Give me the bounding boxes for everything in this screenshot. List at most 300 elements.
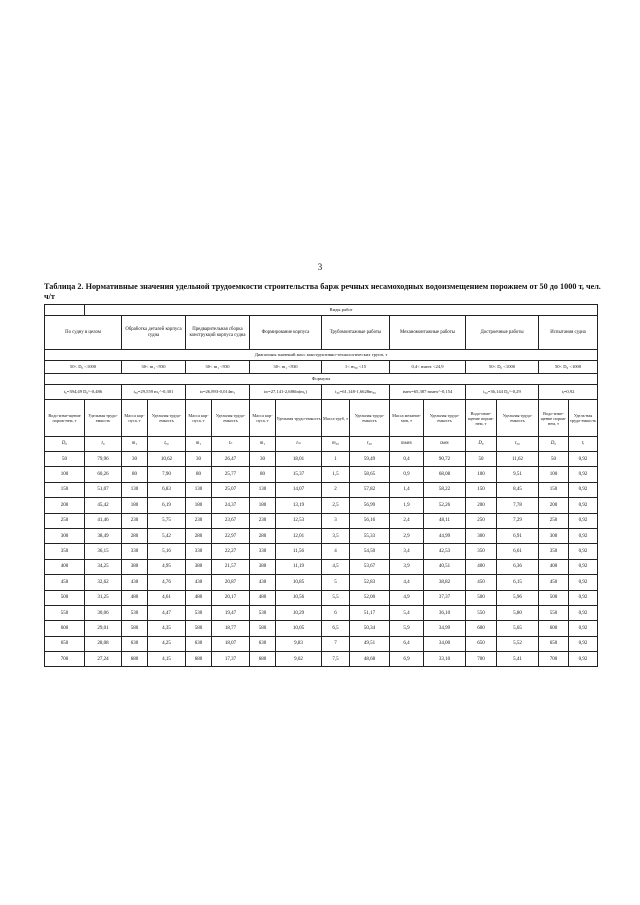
table-cell: 380 xyxy=(122,559,148,574)
table-cell: 51,07 xyxy=(85,482,122,497)
table-cell: 650 xyxy=(45,636,85,651)
table-row xyxy=(45,559,598,574)
table-cell: 25,77 xyxy=(212,467,250,482)
group-header: Предварительная сборка конструкций корпуса судна xyxy=(186,316,250,350)
range-cell: 50< D₀ <1000 xyxy=(466,361,539,374)
table-cell: 56,99 xyxy=(350,498,390,513)
group-header: Формирование корпуса xyxy=(250,316,322,350)
table-cell: 600 xyxy=(466,621,497,636)
table-cell: 49,51 xyxy=(350,636,390,651)
table-cell: 7,90 xyxy=(148,467,186,482)
table-cell: 700 xyxy=(466,652,497,667)
table-cell: 550 xyxy=(45,605,85,620)
table-cell: 1,5 xyxy=(322,467,350,482)
range-cell: 30< m₁ <930 xyxy=(250,361,322,374)
table-cell: 5 xyxy=(322,575,350,590)
table-cell: 0,92 xyxy=(569,452,598,467)
table-cell: 6,36 xyxy=(497,559,539,574)
table-cell: 42,53 xyxy=(424,544,466,559)
table-row xyxy=(45,513,598,528)
table-cell: 18,77 xyxy=(212,621,250,636)
table-cell: 10,62 xyxy=(148,452,186,467)
table-cell: 57,82 xyxy=(350,482,390,497)
table-cell: 20,87 xyxy=(212,575,250,590)
table-cell: 180 xyxy=(186,498,212,513)
formula-cell: t₀=394,49 D₀^-0,486 xyxy=(45,385,122,400)
table-cell: 500 xyxy=(45,590,85,605)
table-cell: 0,92 xyxy=(569,652,598,667)
table-cell: 52,26 xyxy=(424,498,466,513)
labor-intensity-table xyxy=(44,304,598,667)
table-cell: 44,99 xyxy=(424,528,466,543)
table-cell: 19,47 xyxy=(212,605,250,620)
table-cell: 350 xyxy=(45,544,85,559)
table-cell: 0,92 xyxy=(569,575,598,590)
range-cell: 30< m₁ <930 xyxy=(186,361,250,374)
table-cell: 10,56 xyxy=(276,590,322,605)
table-cell: 4,25 xyxy=(148,636,186,651)
table-cell: 250 xyxy=(45,513,85,528)
table-cell: 150 xyxy=(539,482,569,497)
table-cell: 15,37 xyxy=(276,467,322,482)
table-cell: 9,62 xyxy=(276,652,322,667)
table-cell: 4,47 xyxy=(148,605,186,620)
column-label: Удельная трудо-емкость xyxy=(148,400,186,437)
table-cell: 18,07 xyxy=(212,636,250,651)
table-title: Таблица 2. Нормативные значения удельной трудоемкости строительства барж речных несамоходных водоизмещением порожнем от 50 до 1000 т, чел. ч/т xyxy=(44,282,601,301)
table-cell: 600 xyxy=(539,621,569,636)
table-cell: 12,53 xyxy=(276,513,322,528)
column-label: Водо-изме-щение порож-нем, т xyxy=(45,400,85,437)
table-cell: 280 xyxy=(250,528,276,543)
table-cell: 1,9 xyxy=(390,498,424,513)
table-cell: 20,17 xyxy=(212,590,250,605)
column-symbol: t₀ xyxy=(85,437,122,452)
table-cell: 5,4 xyxy=(390,605,424,620)
table-cell: 0,92 xyxy=(569,513,598,528)
column-label: Масса труб, т xyxy=(322,400,350,437)
table-cell: 90,72 xyxy=(424,452,466,467)
column-label: Масса кор-пуса, т xyxy=(250,400,276,437)
column-symbol: D₀ xyxy=(539,437,569,452)
table-cell: 6 xyxy=(322,605,350,620)
group-header: Достроечные работы xyxy=(466,316,539,350)
table-cell: 430 xyxy=(250,575,276,590)
table-cell: 0,4 xyxy=(390,452,424,467)
table-cell: 1 xyxy=(322,452,350,467)
table-cell: 41,46 xyxy=(85,513,122,528)
table-cell: 4,4 xyxy=(390,575,424,590)
table-cell: 6,15 xyxy=(497,575,539,590)
table-cell: 300 xyxy=(539,528,569,543)
column-symbol: t₃₀ xyxy=(350,437,390,452)
table-cell: 100 xyxy=(539,467,569,482)
table-cell: 34,99 xyxy=(424,621,466,636)
table-cell: 330 xyxy=(250,544,276,559)
table-cell: 3 xyxy=(322,513,350,528)
table-cell: 5,96 xyxy=(497,590,539,605)
table-cell: 250 xyxy=(466,513,497,528)
table-cell: 3,9 xyxy=(390,559,424,574)
table-cell: 14,07 xyxy=(276,482,322,497)
table-cell: 18,01 xyxy=(276,452,322,467)
table-cell: 10,29 xyxy=(276,605,322,620)
table-cell: 150 xyxy=(466,482,497,497)
column-symbol: tмех xyxy=(424,437,466,452)
table-cell: 230 xyxy=(186,513,212,528)
formula-cell: t₅₀=36,144 D₀^-0,29 xyxy=(466,385,539,400)
table-cell: 450 xyxy=(45,575,85,590)
table-cell: 4,5 xyxy=(322,559,350,574)
column-symbol: tₘ xyxy=(276,437,322,452)
table-row xyxy=(45,621,598,636)
column-symbol: mмех xyxy=(390,437,424,452)
table-cell: 45,42 xyxy=(85,498,122,513)
range-cell: 50< D₀ <1000 xyxy=(45,361,122,374)
column-symbol: m₁ xyxy=(122,437,148,452)
table-row xyxy=(45,636,598,651)
table-cell: 68,08 xyxy=(424,467,466,482)
table-cell: 100 xyxy=(466,467,497,482)
table-cell: 4,76 xyxy=(148,575,186,590)
table-cell: 500 xyxy=(466,590,497,605)
table-cell: 53,67 xyxy=(350,559,390,574)
table-cell: 40,51 xyxy=(424,559,466,574)
table-cell: 130 xyxy=(250,482,276,497)
table-cell: 580 xyxy=(250,621,276,636)
table-cell: 180 xyxy=(122,498,148,513)
table-row xyxy=(45,605,598,620)
column-label: Масса механиз-мов, т xyxy=(390,400,424,437)
table-cell: 11,56 xyxy=(276,544,322,559)
range-cell: 30< m₁ <930 xyxy=(122,361,186,374)
band-work-types-spacer xyxy=(45,305,85,316)
table-cell: 500 xyxy=(539,590,569,605)
table-cell: 350 xyxy=(539,544,569,559)
table-cell: 25,07 xyxy=(212,482,250,497)
band-formulas: Формулы xyxy=(45,374,598,385)
table-cell: 50 xyxy=(539,452,569,467)
table-cell: 23,67 xyxy=(212,513,250,528)
table-cell: 4,35 xyxy=(148,621,186,636)
table-cell: 630 xyxy=(250,636,276,651)
table-cell: 34,25 xyxy=(85,559,122,574)
group-header: Механомонтажные работы xyxy=(390,316,466,350)
table-cell: 200 xyxy=(45,498,85,513)
table-row xyxy=(45,467,598,482)
table-cell: 130 xyxy=(122,482,148,497)
table-cell: 250 xyxy=(539,513,569,528)
column-symbol: D₀ xyxy=(466,437,497,452)
table-cell: 30 xyxy=(250,452,276,467)
table-cell: 30 xyxy=(186,452,212,467)
table-cell: 600 xyxy=(45,621,85,636)
table-cell: 650 xyxy=(539,636,569,651)
table-cell: 22,97 xyxy=(212,528,250,543)
table-row xyxy=(45,528,598,543)
table-cell: 4,95 xyxy=(148,559,186,574)
table-cell: 400 xyxy=(45,559,85,574)
table-cell: 55,33 xyxy=(350,528,390,543)
table-cell: 450 xyxy=(539,575,569,590)
table-cell: 0,92 xyxy=(569,467,598,482)
column-label: Масса кор-пуса, т xyxy=(186,400,212,437)
table-cell: 1,4 xyxy=(390,482,424,497)
table-cell: 6,9 xyxy=(390,652,424,667)
formula-cell: tₒ₀=29,559 m₁^-0,301 xyxy=(122,385,186,400)
table-cell: 2,5 xyxy=(322,498,350,513)
table-cell: 330 xyxy=(186,544,212,559)
table-cell: 100 xyxy=(45,467,85,482)
table-cell: 2,4 xyxy=(390,513,424,528)
table-cell: 4,61 xyxy=(148,590,186,605)
formula-cell: tмех=65,387 mмех^-0,154 xyxy=(390,385,466,400)
table-cell: 580 xyxy=(186,621,212,636)
table-cell: 59,49 xyxy=(350,452,390,467)
table-cell: 0,92 xyxy=(569,636,598,651)
table-cell: 630 xyxy=(186,636,212,651)
table-cell: 27,24 xyxy=(85,652,122,667)
table-cell: 0,92 xyxy=(569,590,598,605)
table-cell: 6,83 xyxy=(148,482,186,497)
table-cell: 6,19 xyxy=(148,498,186,513)
table-cell: 22,27 xyxy=(212,544,250,559)
formula-cell: t₃₀=61,148-1,6628m₃₀ xyxy=(322,385,390,400)
table-cell: 17,37 xyxy=(212,652,250,667)
table-cell: 0,92 xyxy=(569,621,598,636)
table-cell: 0,92 xyxy=(569,605,598,620)
table-cell: 3,4 xyxy=(390,544,424,559)
column-label: Водо-изме-щение порож-нем, т xyxy=(539,400,569,437)
table-cell: 13,19 xyxy=(276,498,322,513)
table-cell: 34,00 xyxy=(424,636,466,651)
table-cell: 50 xyxy=(45,452,85,467)
table-cell: 0,92 xyxy=(569,482,598,497)
table-cell: 280 xyxy=(186,528,212,543)
table-cell: 12,01 xyxy=(276,528,322,543)
table-cell: 21,57 xyxy=(212,559,250,574)
column-symbol: tᵢ xyxy=(569,437,598,452)
column-symbol: D₀ xyxy=(45,437,85,452)
table-cell: 530 xyxy=(250,605,276,620)
table-cell: 80 xyxy=(250,467,276,482)
table-cell: 11,62 xyxy=(497,452,539,467)
formula-cell: tₘ=27,141-2,686ln(m₁) xyxy=(250,385,322,400)
table-cell: 700 xyxy=(539,652,569,667)
table-cell: 380 xyxy=(250,559,276,574)
table-cell: 580 xyxy=(122,621,148,636)
column-symbol: t₅₀ xyxy=(497,437,539,452)
table-cell: 330 xyxy=(122,544,148,559)
table-cell: 5,9 xyxy=(390,621,424,636)
range-cell: 1< m₃₀ <15 xyxy=(322,361,390,374)
table-cell: 5,80 xyxy=(497,605,539,620)
table-cell: 680 xyxy=(186,652,212,667)
table-cell: 80 xyxy=(122,467,148,482)
table-cell: 7,5 xyxy=(322,652,350,667)
column-label: Удельная трудо-емкость xyxy=(424,400,466,437)
table-cell: 480 xyxy=(122,590,148,605)
column-symbol: m₃₀ xyxy=(322,437,350,452)
table-cell: 31,25 xyxy=(85,590,122,605)
table-cell: 26,47 xyxy=(212,452,250,467)
table-cell: 300 xyxy=(466,528,497,543)
table-cell: 550 xyxy=(539,605,569,620)
table-cell: 11,19 xyxy=(276,559,322,574)
table-row xyxy=(45,575,598,590)
table-row xyxy=(45,452,598,467)
table-row xyxy=(45,498,598,513)
column-label: Удельная трудо-емкость xyxy=(85,400,122,437)
column-label: Водо-изме-щение порож-нем, т xyxy=(466,400,497,437)
table-cell: 680 xyxy=(122,652,148,667)
page-number: 3 xyxy=(317,262,323,272)
column-label: Масса кор-пуса, т xyxy=(122,400,148,437)
table-cell: 10,85 xyxy=(276,575,322,590)
table-cell: 51,17 xyxy=(350,605,390,620)
table-cell: 52,00 xyxy=(350,590,390,605)
table-cell: 8,45 xyxy=(497,482,539,497)
table-cell: 24,37 xyxy=(212,498,250,513)
table-cell: 2 xyxy=(322,482,350,497)
table-cell: 79,96 xyxy=(85,452,122,467)
table-cell: 680 xyxy=(250,652,276,667)
table-cell: 450 xyxy=(466,575,497,590)
table-cell: 0,92 xyxy=(569,544,598,559)
column-label: Удельная трудо-емкость xyxy=(350,400,390,437)
table-cell: 0,92 xyxy=(569,559,598,574)
table-cell: 36,10 xyxy=(424,605,466,620)
table-cell: 230 xyxy=(250,513,276,528)
table-cell: 200 xyxy=(466,498,497,513)
table-cell: 29,01 xyxy=(85,621,122,636)
group-header: Обработка деталей корпуса судна xyxy=(122,316,186,350)
table-cell: 700 xyxy=(45,652,85,667)
column-label: Удель-ная трудо-емкость xyxy=(569,400,598,437)
table-cell: 80 xyxy=(186,467,212,482)
table-cell: 5,52 xyxy=(497,636,539,651)
table-cell: 50,34 xyxy=(350,621,390,636)
table-cell: 430 xyxy=(186,575,212,590)
formula-cell: tₙ=26,893-0,014m₁ xyxy=(186,385,250,400)
column-label: Удельная трудо-емкость xyxy=(497,400,539,437)
table-cell: 60,26 xyxy=(85,467,122,482)
table-cell: 6,91 xyxy=(497,528,539,543)
table-cell: 480 xyxy=(186,590,212,605)
table-cell: 58,22 xyxy=(424,482,466,497)
table-cell: 37,37 xyxy=(424,590,466,605)
table-cell: 5,65 xyxy=(497,621,539,636)
table-cell: 5,5 xyxy=(322,590,350,605)
table-cell: 480 xyxy=(250,590,276,605)
table-cell: 5,16 xyxy=(148,544,186,559)
table-cell: 3,5 xyxy=(322,528,350,543)
table-cell: 5,75 xyxy=(148,513,186,528)
table-cell: 6,5 xyxy=(322,621,350,636)
range-cell: 50< D₀ <1000 xyxy=(539,361,598,374)
table-cell: 9,51 xyxy=(497,467,539,482)
table-cell: 0,92 xyxy=(569,528,598,543)
table-cell: 48,68 xyxy=(350,652,390,667)
table-cell: 52,83 xyxy=(350,575,390,590)
band-ranges: Диапазоны значений масс конструктивно-технологических групп, т xyxy=(45,350,598,361)
column-symbol: m₁ xyxy=(250,437,276,452)
table-cell: 50 xyxy=(466,452,497,467)
table-row xyxy=(45,590,598,605)
group-header: Трубомонтажные работы xyxy=(322,316,390,350)
table-cell: 280 xyxy=(122,528,148,543)
table-cell: 33,10 xyxy=(424,652,466,667)
table-cell: 180 xyxy=(250,498,276,513)
table-cell: 350 xyxy=(466,544,497,559)
table-cell: 400 xyxy=(539,559,569,574)
table-cell: 7,29 xyxy=(497,513,539,528)
table-cell: 7 xyxy=(322,636,350,651)
table-cell: 7,78 xyxy=(497,498,539,513)
range-cell: 0,4< mмех <24,9 xyxy=(390,361,466,374)
table-cell: 530 xyxy=(122,605,148,620)
table-cell: 150 xyxy=(45,482,85,497)
column-label: Удельная трудо-емкость xyxy=(212,400,250,437)
table-cell: 28,08 xyxy=(85,636,122,651)
table-cell: 10,05 xyxy=(276,621,322,636)
table-cell: 54,50 xyxy=(350,544,390,559)
column-symbol: tₒ₀ xyxy=(148,437,186,452)
table-cell: 400 xyxy=(466,559,497,574)
table-cell: 56,16 xyxy=(350,513,390,528)
table-cell: 0,92 xyxy=(569,498,598,513)
table-cell: 6,61 xyxy=(497,544,539,559)
group-header: Испытания судна xyxy=(539,316,598,350)
table-cell: 550 xyxy=(466,605,497,620)
column-label: Удельная трудо-емкость xyxy=(276,400,322,437)
table-cell: 2,9 xyxy=(390,528,424,543)
table-cell: 0,9 xyxy=(390,467,424,482)
table-cell: 430 xyxy=(122,575,148,590)
table-cell: 4,9 xyxy=(390,590,424,605)
group-header: По судну в целом xyxy=(45,316,122,350)
table-cell: 30,06 xyxy=(85,605,122,620)
table-cell: 5,41 xyxy=(497,652,539,667)
band-work-types: Виды работ xyxy=(85,305,598,316)
table-row xyxy=(45,544,598,559)
table-cell: 130 xyxy=(186,482,212,497)
table-row xyxy=(45,482,598,497)
column-symbol: m₁ xyxy=(186,437,212,452)
table-cell: 5,42 xyxy=(148,528,186,543)
table-cell: 630 xyxy=(122,636,148,651)
table-cell: 38,82 xyxy=(424,575,466,590)
table-cell: 300 xyxy=(45,528,85,543)
table-cell: 6,4 xyxy=(390,636,424,651)
column-symbol: tₙ xyxy=(212,437,250,452)
table-cell: 48,11 xyxy=(424,513,466,528)
table-cell: 38,49 xyxy=(85,528,122,543)
table-cell: 36,15 xyxy=(85,544,122,559)
table-cell: 380 xyxy=(186,559,212,574)
table-cell: 30 xyxy=(122,452,148,467)
table-cell: 4,15 xyxy=(148,652,186,667)
table-cell: 650 xyxy=(466,636,497,651)
table-cell: 9,83 xyxy=(276,636,322,651)
table-cell: 4 xyxy=(322,544,350,559)
table-cell: 32,62 xyxy=(85,575,122,590)
table-cell: 58,65 xyxy=(350,467,390,482)
table-cell: 530 xyxy=(186,605,212,620)
formula-cell: tᵢ=0,92 xyxy=(539,385,598,400)
table-cell: 200 xyxy=(539,498,569,513)
table-cell: 230 xyxy=(122,513,148,528)
